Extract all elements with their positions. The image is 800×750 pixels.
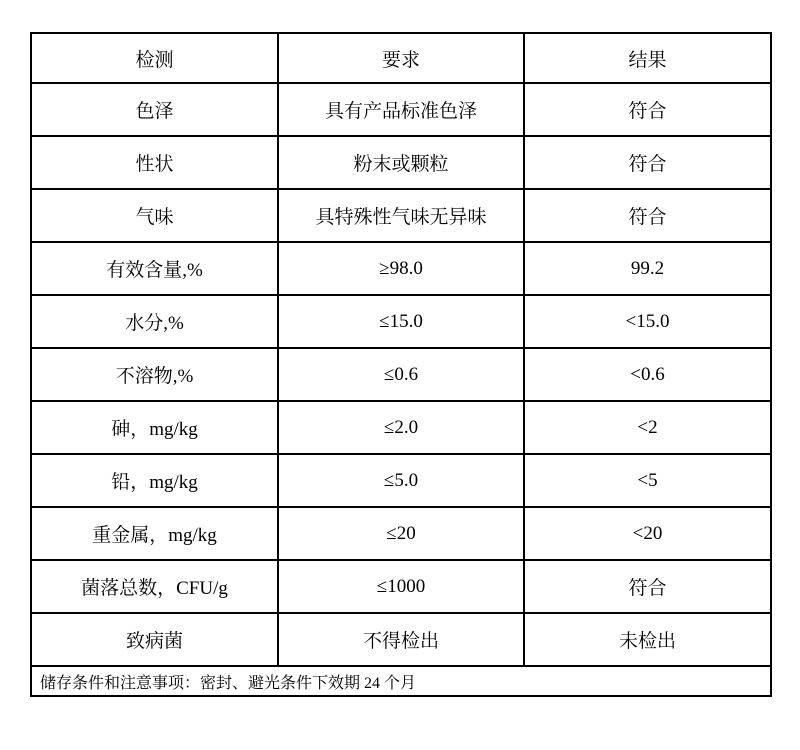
table-cell: 具特殊性气味无异味 — [278, 189, 524, 242]
table-cell: 符合 — [524, 560, 771, 613]
table-cell: 重金属，mg/kg — [31, 507, 278, 560]
table-body — [31, 83, 771, 666]
table-cell: 不溶物,% — [31, 348, 278, 401]
table-cell: 符合 — [524, 83, 771, 136]
table-row — [31, 454, 771, 507]
table-cell: <15.0 — [524, 295, 771, 348]
table-footer-row — [31, 666, 771, 696]
table-row — [31, 295, 771, 348]
table-cell: 不得检出 — [278, 613, 524, 666]
table-row — [31, 136, 771, 189]
table-cell: ≤20 — [278, 507, 524, 560]
table-cell: 符合 — [524, 189, 771, 242]
table-row — [31, 242, 771, 295]
table-cell: 粉末或颗粒 — [278, 136, 524, 189]
table-cell: 水分,% — [31, 295, 278, 348]
table-cell: ≤1000 — [278, 560, 524, 613]
table-cell: 致病菌 — [31, 613, 278, 666]
column-header-requirement: 要求 — [278, 33, 524, 83]
column-header-test-item: 检测 — [31, 33, 278, 83]
table-row — [31, 83, 771, 136]
table-row — [31, 401, 771, 454]
table-cell: ≤2.0 — [278, 401, 524, 454]
table-cell: 有效含量,% — [31, 242, 278, 295]
table-header-row — [31, 33, 771, 83]
table-cell: 砷，mg/kg — [31, 401, 278, 454]
table-cell: 未检出 — [524, 613, 771, 666]
table-cell: ≤0.6 — [278, 348, 524, 401]
table-cell: 铅，mg/kg — [31, 454, 278, 507]
table-cell: <20 — [524, 507, 771, 560]
table-cell: 性状 — [31, 136, 278, 189]
table-cell: 气味 — [31, 189, 278, 242]
table-row — [31, 189, 771, 242]
column-header-result: 结果 — [524, 33, 771, 83]
table-row — [31, 560, 771, 613]
table-cell: ≤5.0 — [278, 454, 524, 507]
table-cell: ≥98.0 — [278, 242, 524, 295]
inspection-spec-table — [30, 32, 772, 697]
table-cell: 色泽 — [31, 83, 278, 136]
table-cell: 符合 — [524, 136, 771, 189]
table-row — [31, 507, 771, 560]
table-cell: <5 — [524, 454, 771, 507]
table-cell: 99.2 — [524, 242, 771, 295]
table-cell: <0.6 — [524, 348, 771, 401]
table-cell: 具有产品标准色泽 — [278, 83, 524, 136]
table-cell: <2 — [524, 401, 771, 454]
storage-conditions-note: 储存条件和注意事项：密封、避光条件下效期 24 个月 — [31, 666, 771, 696]
table-cell: 菌落总数，CFU/g — [31, 560, 278, 613]
table-row — [31, 613, 771, 666]
table-cell: ≤15.0 — [278, 295, 524, 348]
table-row — [31, 348, 771, 401]
